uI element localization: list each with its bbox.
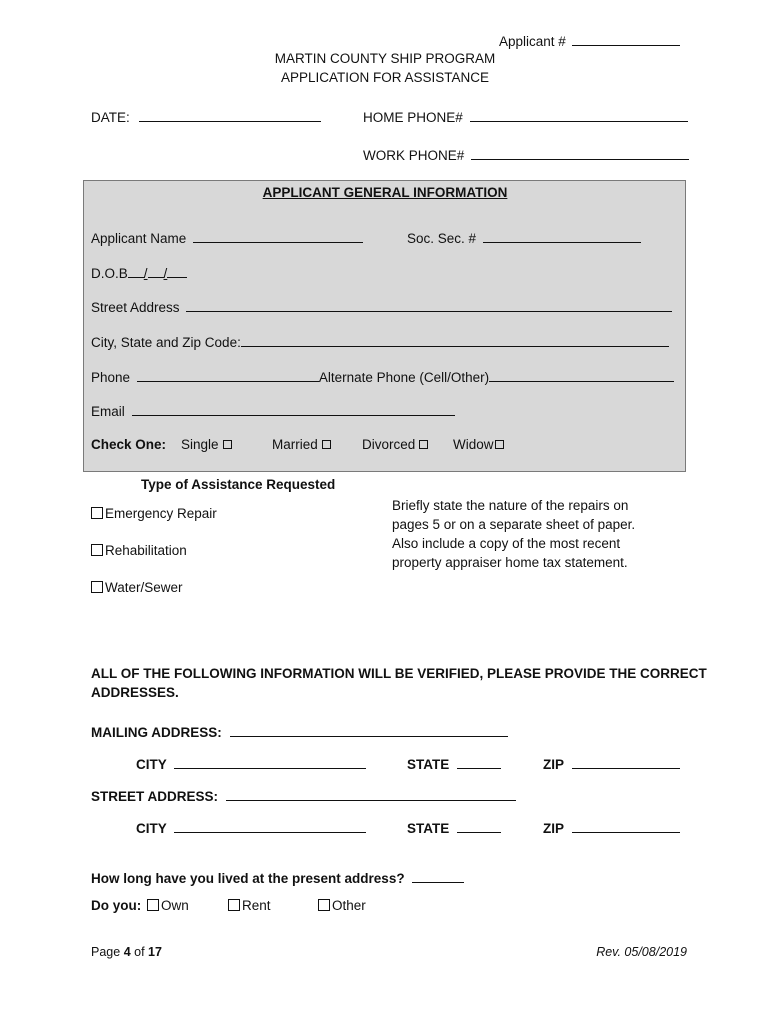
ssn-line[interactable] bbox=[483, 229, 641, 243]
page-current: 4 bbox=[123, 945, 131, 959]
email-field bbox=[91, 402, 455, 420]
date-field bbox=[91, 108, 321, 126]
rent-label: Rent bbox=[242, 898, 271, 913]
work-phone-line[interactable] bbox=[471, 146, 689, 160]
alt-phone-label: Alternate Phone (Cell/Other) bbox=[318, 370, 490, 385]
street-address-verify-label: STREET ADDRESS: bbox=[91, 789, 219, 804]
street-city-field bbox=[136, 819, 366, 837]
ssn-field bbox=[407, 229, 641, 247]
residence-duration-field bbox=[91, 869, 464, 887]
own-checkbox[interactable] bbox=[147, 899, 159, 911]
verification-notice-line2: ADDRESSES. bbox=[91, 685, 179, 700]
dob-month-line[interactable] bbox=[128, 264, 144, 278]
note-line: property appraiser home tax statement. bbox=[392, 555, 628, 570]
emergency-label: Emergency Repair bbox=[105, 506, 217, 521]
dob-separator: / bbox=[163, 266, 168, 281]
revision-date: Rev. 05/08/2019 bbox=[596, 945, 687, 959]
email-line[interactable] bbox=[132, 402, 455, 416]
note-line: Also include a copy of the most recent bbox=[392, 536, 621, 551]
mailing-address-field bbox=[91, 723, 508, 741]
applicant-name-label: Applicant Name bbox=[91, 231, 187, 246]
dob-day-line[interactable] bbox=[148, 264, 164, 278]
date-label: DATE: bbox=[91, 110, 130, 125]
state-label: STATE bbox=[407, 757, 450, 772]
other-checkbox[interactable] bbox=[318, 899, 330, 911]
city-state-zip-line[interactable] bbox=[241, 333, 669, 347]
divorced-checkbox[interactable] bbox=[419, 440, 428, 449]
other-label: Other bbox=[332, 898, 366, 913]
page-of: of bbox=[134, 945, 145, 959]
single-checkbox[interactable] bbox=[223, 440, 232, 449]
zip-label: ZIP bbox=[543, 757, 564, 772]
street-address-label: Street Address bbox=[91, 300, 180, 315]
assistance-note bbox=[392, 496, 635, 572]
street-state-field bbox=[407, 819, 501, 837]
marital-widow[interactable] bbox=[453, 437, 504, 453]
city-label: CITY bbox=[136, 821, 167, 836]
dob-label: D.O.B bbox=[91, 266, 128, 281]
street-address-line[interactable] bbox=[186, 298, 672, 312]
applicant-number-label: Applicant # bbox=[499, 34, 566, 49]
applicant-name-line[interactable] bbox=[193, 229, 363, 243]
phone-label: Phone bbox=[91, 370, 131, 385]
city-state-zip-field bbox=[91, 333, 669, 351]
residence-duration-line[interactable] bbox=[412, 869, 464, 883]
widow-checkbox[interactable] bbox=[495, 440, 504, 449]
note-line: Briefly state the nature of the repairs on bbox=[392, 498, 629, 513]
street-zip-field bbox=[543, 819, 680, 837]
check-one-label: Check One: bbox=[91, 437, 167, 452]
street-city-line[interactable] bbox=[174, 819, 366, 833]
ssn-label: Soc. Sec. # bbox=[407, 231, 477, 246]
verification-notice-line1: ALL OF THE FOLLOWING INFORMATION WILL BE VERIFIED, PLEASE PROVIDE THE CORRECT bbox=[91, 666, 707, 681]
phone-field bbox=[91, 368, 674, 386]
page-total: 17 bbox=[148, 945, 162, 959]
page-prefix: Page bbox=[91, 945, 121, 959]
mailing-address-label: MAILING ADDRESS: bbox=[91, 725, 222, 740]
own-label: Own bbox=[161, 898, 189, 913]
street-state-line[interactable] bbox=[457, 819, 501, 833]
street-address-verify-field bbox=[91, 787, 516, 805]
note-line: pages 5 or on a separate sheet of paper. bbox=[392, 517, 636, 532]
mailing-state-field bbox=[407, 755, 501, 773]
marital-married-label: Married bbox=[272, 437, 318, 452]
mailing-state-line[interactable] bbox=[457, 755, 501, 769]
applicant-number-line[interactable] bbox=[572, 32, 680, 46]
applicant-name-field bbox=[91, 229, 363, 247]
city-state-zip-label: City, State and Zip Code: bbox=[91, 335, 241, 350]
tenure-own[interactable] bbox=[147, 898, 189, 914]
city-label: CITY bbox=[136, 757, 167, 772]
work-phone-field bbox=[363, 146, 689, 164]
assistance-water-sewer[interactable] bbox=[91, 580, 183, 596]
form-title: APPLICATION FOR ASSISTANCE bbox=[280, 70, 490, 85]
applicant-number-field bbox=[499, 32, 680, 50]
home-phone-label: HOME PHONE# bbox=[363, 110, 463, 125]
tenure-other[interactable] bbox=[318, 898, 366, 914]
page-number bbox=[91, 944, 162, 960]
dob-year-line[interactable] bbox=[167, 264, 187, 278]
email-label: Email bbox=[91, 404, 125, 419]
dob-separator: / bbox=[143, 266, 148, 281]
general-info-heading: APPLICANT GENERAL INFORMATION bbox=[262, 185, 508, 200]
phone-line[interactable] bbox=[137, 368, 319, 382]
mailing-city-line[interactable] bbox=[174, 755, 366, 769]
marital-single[interactable] bbox=[181, 437, 232, 453]
zip-label: ZIP bbox=[543, 821, 564, 836]
general-information-box bbox=[83, 180, 686, 472]
assistance-heading: Type of Assistance Requested bbox=[141, 477, 336, 492]
rehabilitation-label: Rehabilitation bbox=[105, 543, 187, 558]
water-sewer-label: Water/Sewer bbox=[105, 580, 183, 595]
street-address-verify-line[interactable] bbox=[226, 787, 516, 801]
emergency-checkbox[interactable] bbox=[91, 507, 103, 519]
marital-divorced[interactable] bbox=[362, 437, 428, 453]
alt-phone-line[interactable] bbox=[489, 368, 674, 382]
date-line[interactable] bbox=[139, 108, 321, 122]
dob-field bbox=[91, 264, 187, 282]
street-zip-line[interactable] bbox=[572, 819, 680, 833]
tenure-rent[interactable] bbox=[228, 898, 271, 914]
do-you-label: Do you: bbox=[91, 898, 142, 913]
residence-duration-label: How long have you lived at the present address? bbox=[91, 871, 405, 886]
state-label: STATE bbox=[407, 821, 450, 836]
mailing-city-field bbox=[136, 755, 366, 773]
assistance-emergency[interactable] bbox=[91, 506, 217, 522]
street-address-field bbox=[91, 298, 672, 316]
water-sewer-checkbox[interactable] bbox=[91, 581, 103, 593]
home-phone-line[interactable] bbox=[470, 108, 688, 122]
program-name: MARTIN COUNTY SHIP PROGRAM bbox=[274, 51, 496, 66]
rent-checkbox[interactable] bbox=[228, 899, 240, 911]
work-phone-label: WORK PHONE# bbox=[363, 148, 465, 163]
mailing-zip-field bbox=[543, 755, 680, 773]
marital-widow-label: Widow bbox=[453, 437, 494, 452]
marital-single-label: Single bbox=[181, 437, 219, 452]
marital-divorced-label: Divorced bbox=[362, 437, 416, 452]
assistance-rehabilitation[interactable] bbox=[91, 543, 187, 559]
mailing-address-line[interactable] bbox=[230, 723, 508, 737]
marital-married[interactable] bbox=[272, 437, 331, 453]
rehabilitation-checkbox[interactable] bbox=[91, 544, 103, 556]
home-phone-field bbox=[363, 108, 688, 126]
mailing-zip-line[interactable] bbox=[572, 755, 680, 769]
married-checkbox[interactable] bbox=[322, 440, 331, 449]
